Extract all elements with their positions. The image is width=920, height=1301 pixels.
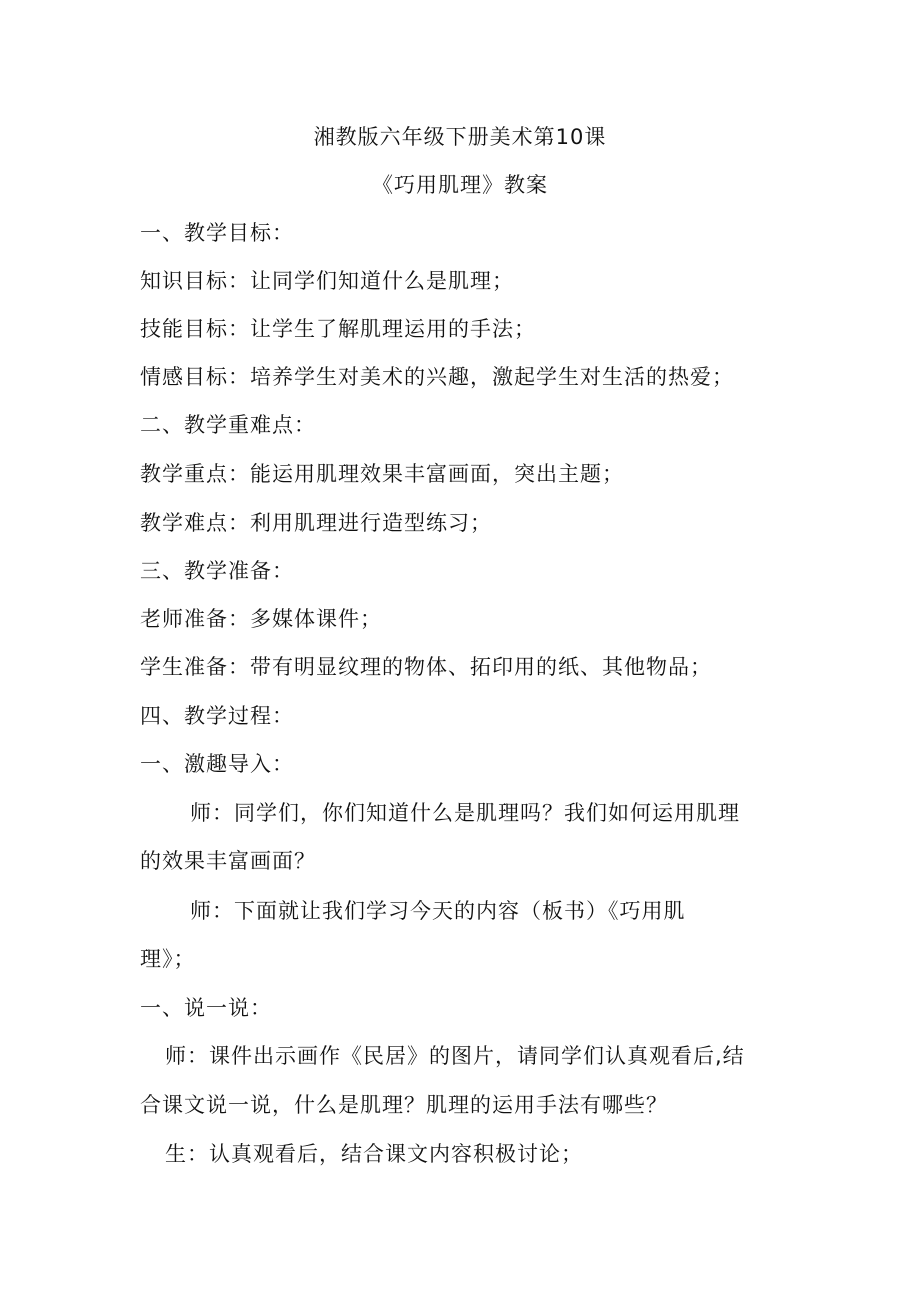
- subsection-heading-intro: 一、激趣导入：: [140, 752, 294, 776]
- paragraph-teacher-blackboard: 师：下面就让我们学习今天的内容（板书）《巧用肌: [190, 899, 686, 923]
- section-heading-objectives: 一、教学目标：: [140, 221, 294, 245]
- paragraph-key-point: 教学重点：能运用肌理效果丰富画面，突出主题；: [140, 462, 624, 486]
- paragraph-teacher-blackboard-cont: 理》；: [140, 947, 196, 971]
- section-heading-preparation: 三、教学准备：: [140, 559, 294, 583]
- document-title: 湘教版六年级下册美术第10课: [313, 125, 607, 149]
- paragraph-student-response: 生：认真观看后，结合课文内容积极讨论；: [165, 1142, 583, 1166]
- section-heading-key-points: 二、教学重难点：: [140, 413, 316, 437]
- section-heading-process: 四、教学过程：: [140, 704, 294, 728]
- paragraph-difficult-point: 教学难点：利用肌理进行造型练习；: [140, 511, 492, 535]
- paragraph-teacher-question-cont: 的效果丰富画面？: [140, 849, 316, 873]
- paragraph-teacher-show-image: 师：课件出示画作《民居》的图片，请同学们认真观看后,结: [165, 1044, 745, 1068]
- paragraph-student-prep: 学生准备：带有明显纹理的物体、拓印用的纸、其他物品；: [140, 655, 712, 679]
- paragraph-skill-goal: 技能目标：让学生了解肌理运用的手法；: [140, 317, 536, 341]
- paragraph-teacher-show-image-cont: 合课文说一说，什么是肌理？肌理的运用手法有哪些？: [140, 1093, 668, 1117]
- paragraph-teacher-question: 师：同学们，你们知道什么是肌理吗？我们如何运用肌理: [190, 801, 740, 825]
- paragraph-teacher-prep: 老师准备：多媒体课件；: [140, 607, 382, 631]
- paragraph-emotion-goal: 情感目标：培养学生对美术的兴趣，激起学生对生活的热爱；: [140, 365, 734, 389]
- subsection-heading-discuss: 一、说一说：: [140, 996, 272, 1020]
- paragraph-knowledge-goal: 知识目标：让同学们知道什么是肌理；: [140, 269, 514, 293]
- document-subtitle: 《巧用肌理》教案: [372, 173, 548, 197]
